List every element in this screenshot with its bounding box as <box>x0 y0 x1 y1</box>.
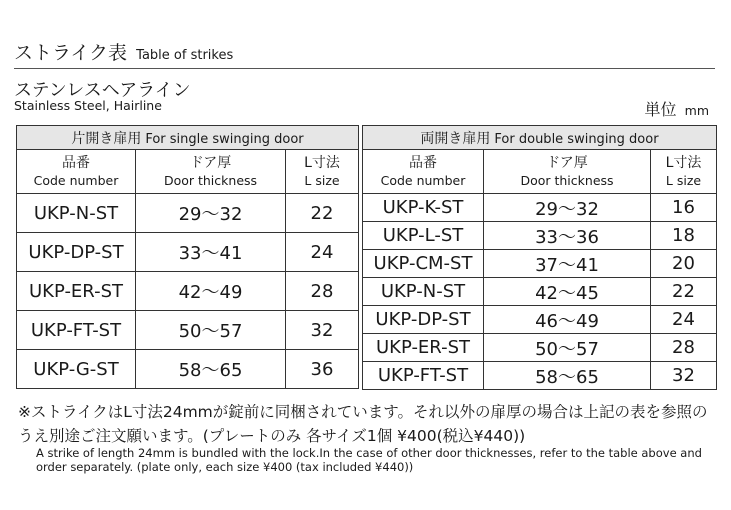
thickness-cell: 29～32 <box>484 194 651 222</box>
header-label-en: L size <box>665 172 702 188</box>
thickness-cell: 33～36 <box>484 222 651 250</box>
header-label-jp: L寸法 <box>304 154 340 171</box>
header-label-en: Code number <box>33 172 119 188</box>
table-row <box>17 194 359 233</box>
single-door-table <box>16 125 359 389</box>
lsize-cell: 16 <box>651 194 717 222</box>
column-header-lsize <box>286 150 359 194</box>
table-row <box>17 233 359 272</box>
note-jp: ※ストライクはL寸法24mmが錠前に同梱されています。それ以外の扉厚の場合は上記の表を参照のうえ別途ご注文願います。(プレートのみ 各サイズ1個 ¥400(税込¥440)) <box>18 403 708 445</box>
column-header-thickness <box>484 150 651 194</box>
table-row <box>17 350 359 389</box>
header-label-en: Code number <box>380 172 466 188</box>
lsize-cell: 20 <box>651 250 717 278</box>
page-title-jp: ストライク表 <box>14 42 128 64</box>
column-header-thickness <box>136 150 286 194</box>
single-group-header <box>17 126 359 150</box>
code-cell: UKP-ER-ST <box>363 334 484 362</box>
code-cell: UKP-FT-ST <box>17 311 136 350</box>
header-label-jp: L寸法 <box>665 154 702 171</box>
lsize-cell: 28 <box>651 334 717 362</box>
thickness-cell: 29～32 <box>136 194 286 233</box>
code-cell: UKP-FT-ST <box>363 362 484 390</box>
thickness-cell: 42～45 <box>484 278 651 306</box>
code-cell: UKP-N-ST <box>17 194 136 233</box>
code-cell: UKP-DP-ST <box>17 233 136 272</box>
lsize-cell: 28 <box>286 272 359 311</box>
code-cell: UKP-N-ST <box>363 278 484 306</box>
code-cell: UKP-ER-ST <box>17 272 136 311</box>
lsize-cell: 32 <box>651 362 717 390</box>
thickness-cell: 58～65 <box>136 350 286 389</box>
code-cell: UKP-L-ST <box>363 222 484 250</box>
thickness-cell: 46～49 <box>484 306 651 334</box>
note-en: A strike of length 24mm is bundled with the lock.In the case of other door thicknesses, refer to the table above and order separately. (plate only, each size ¥400 (tax included ¥440)) <box>36 446 702 474</box>
table-row <box>363 362 717 390</box>
table-row <box>363 194 717 222</box>
lsize-cell: 36 <box>286 350 359 389</box>
material-title-en: Stainless Steel, Hairline <box>14 98 162 113</box>
header-label-jp: ドア厚 <box>189 154 232 171</box>
table-row <box>17 311 359 350</box>
column-header-lsize <box>651 150 717 194</box>
lsize-cell: 24 <box>651 306 717 334</box>
unit-indicator <box>645 97 709 120</box>
unit-value: mm <box>684 103 709 118</box>
table-row <box>363 250 717 278</box>
table-row <box>363 222 717 250</box>
double-door-table <box>362 125 717 390</box>
header-label-en: Door thickness <box>163 172 258 188</box>
thickness-cell: 58～65 <box>484 362 651 390</box>
material-title-jp: ステンレスヘアライン <box>14 80 191 101</box>
double-group-header-jp: 両開き扉用 <box>420 130 491 147</box>
double-group-header <box>363 126 717 150</box>
header-label-en: L size <box>304 172 340 188</box>
code-cell: UKP-CM-ST <box>363 250 484 278</box>
thickness-cell: 33～41 <box>136 233 286 272</box>
single-group-header-jp: 片開き扉用 <box>71 130 142 147</box>
lsize-cell: 32 <box>286 311 359 350</box>
code-cell: UKP-G-ST <box>17 350 136 389</box>
code-cell: UKP-K-ST <box>363 194 484 222</box>
column-header-code <box>17 150 136 194</box>
double-group-header-en: For double swinging door <box>494 131 659 147</box>
single-group-header-en: For single swinging door <box>145 131 304 147</box>
lsize-cell: 18 <box>651 222 717 250</box>
header-label-jp: ドア厚 <box>546 154 588 171</box>
code-cell: UKP-DP-ST <box>363 306 484 334</box>
thickness-cell: 42～49 <box>136 272 286 311</box>
title-divider <box>14 68 715 69</box>
lsize-cell: 22 <box>286 194 359 233</box>
thickness-cell: 50～57 <box>136 311 286 350</box>
page-title-en: Table of strikes <box>136 48 234 63</box>
thickness-cell: 37～41 <box>484 250 651 278</box>
header-label-en: Door thickness <box>520 172 614 188</box>
header-label-jp: 品番 <box>62 154 90 171</box>
table-row <box>17 272 359 311</box>
column-header-code <box>363 150 484 194</box>
lsize-cell: 24 <box>286 233 359 272</box>
lsize-cell: 22 <box>651 278 717 306</box>
table-row <box>363 306 717 334</box>
unit-label: 単位 <box>644 100 677 119</box>
thickness-cell: 50～57 <box>484 334 651 362</box>
table-row <box>363 334 717 362</box>
header-label-jp: 品番 <box>409 154 437 171</box>
table-row <box>363 278 717 306</box>
page-title <box>14 38 233 65</box>
